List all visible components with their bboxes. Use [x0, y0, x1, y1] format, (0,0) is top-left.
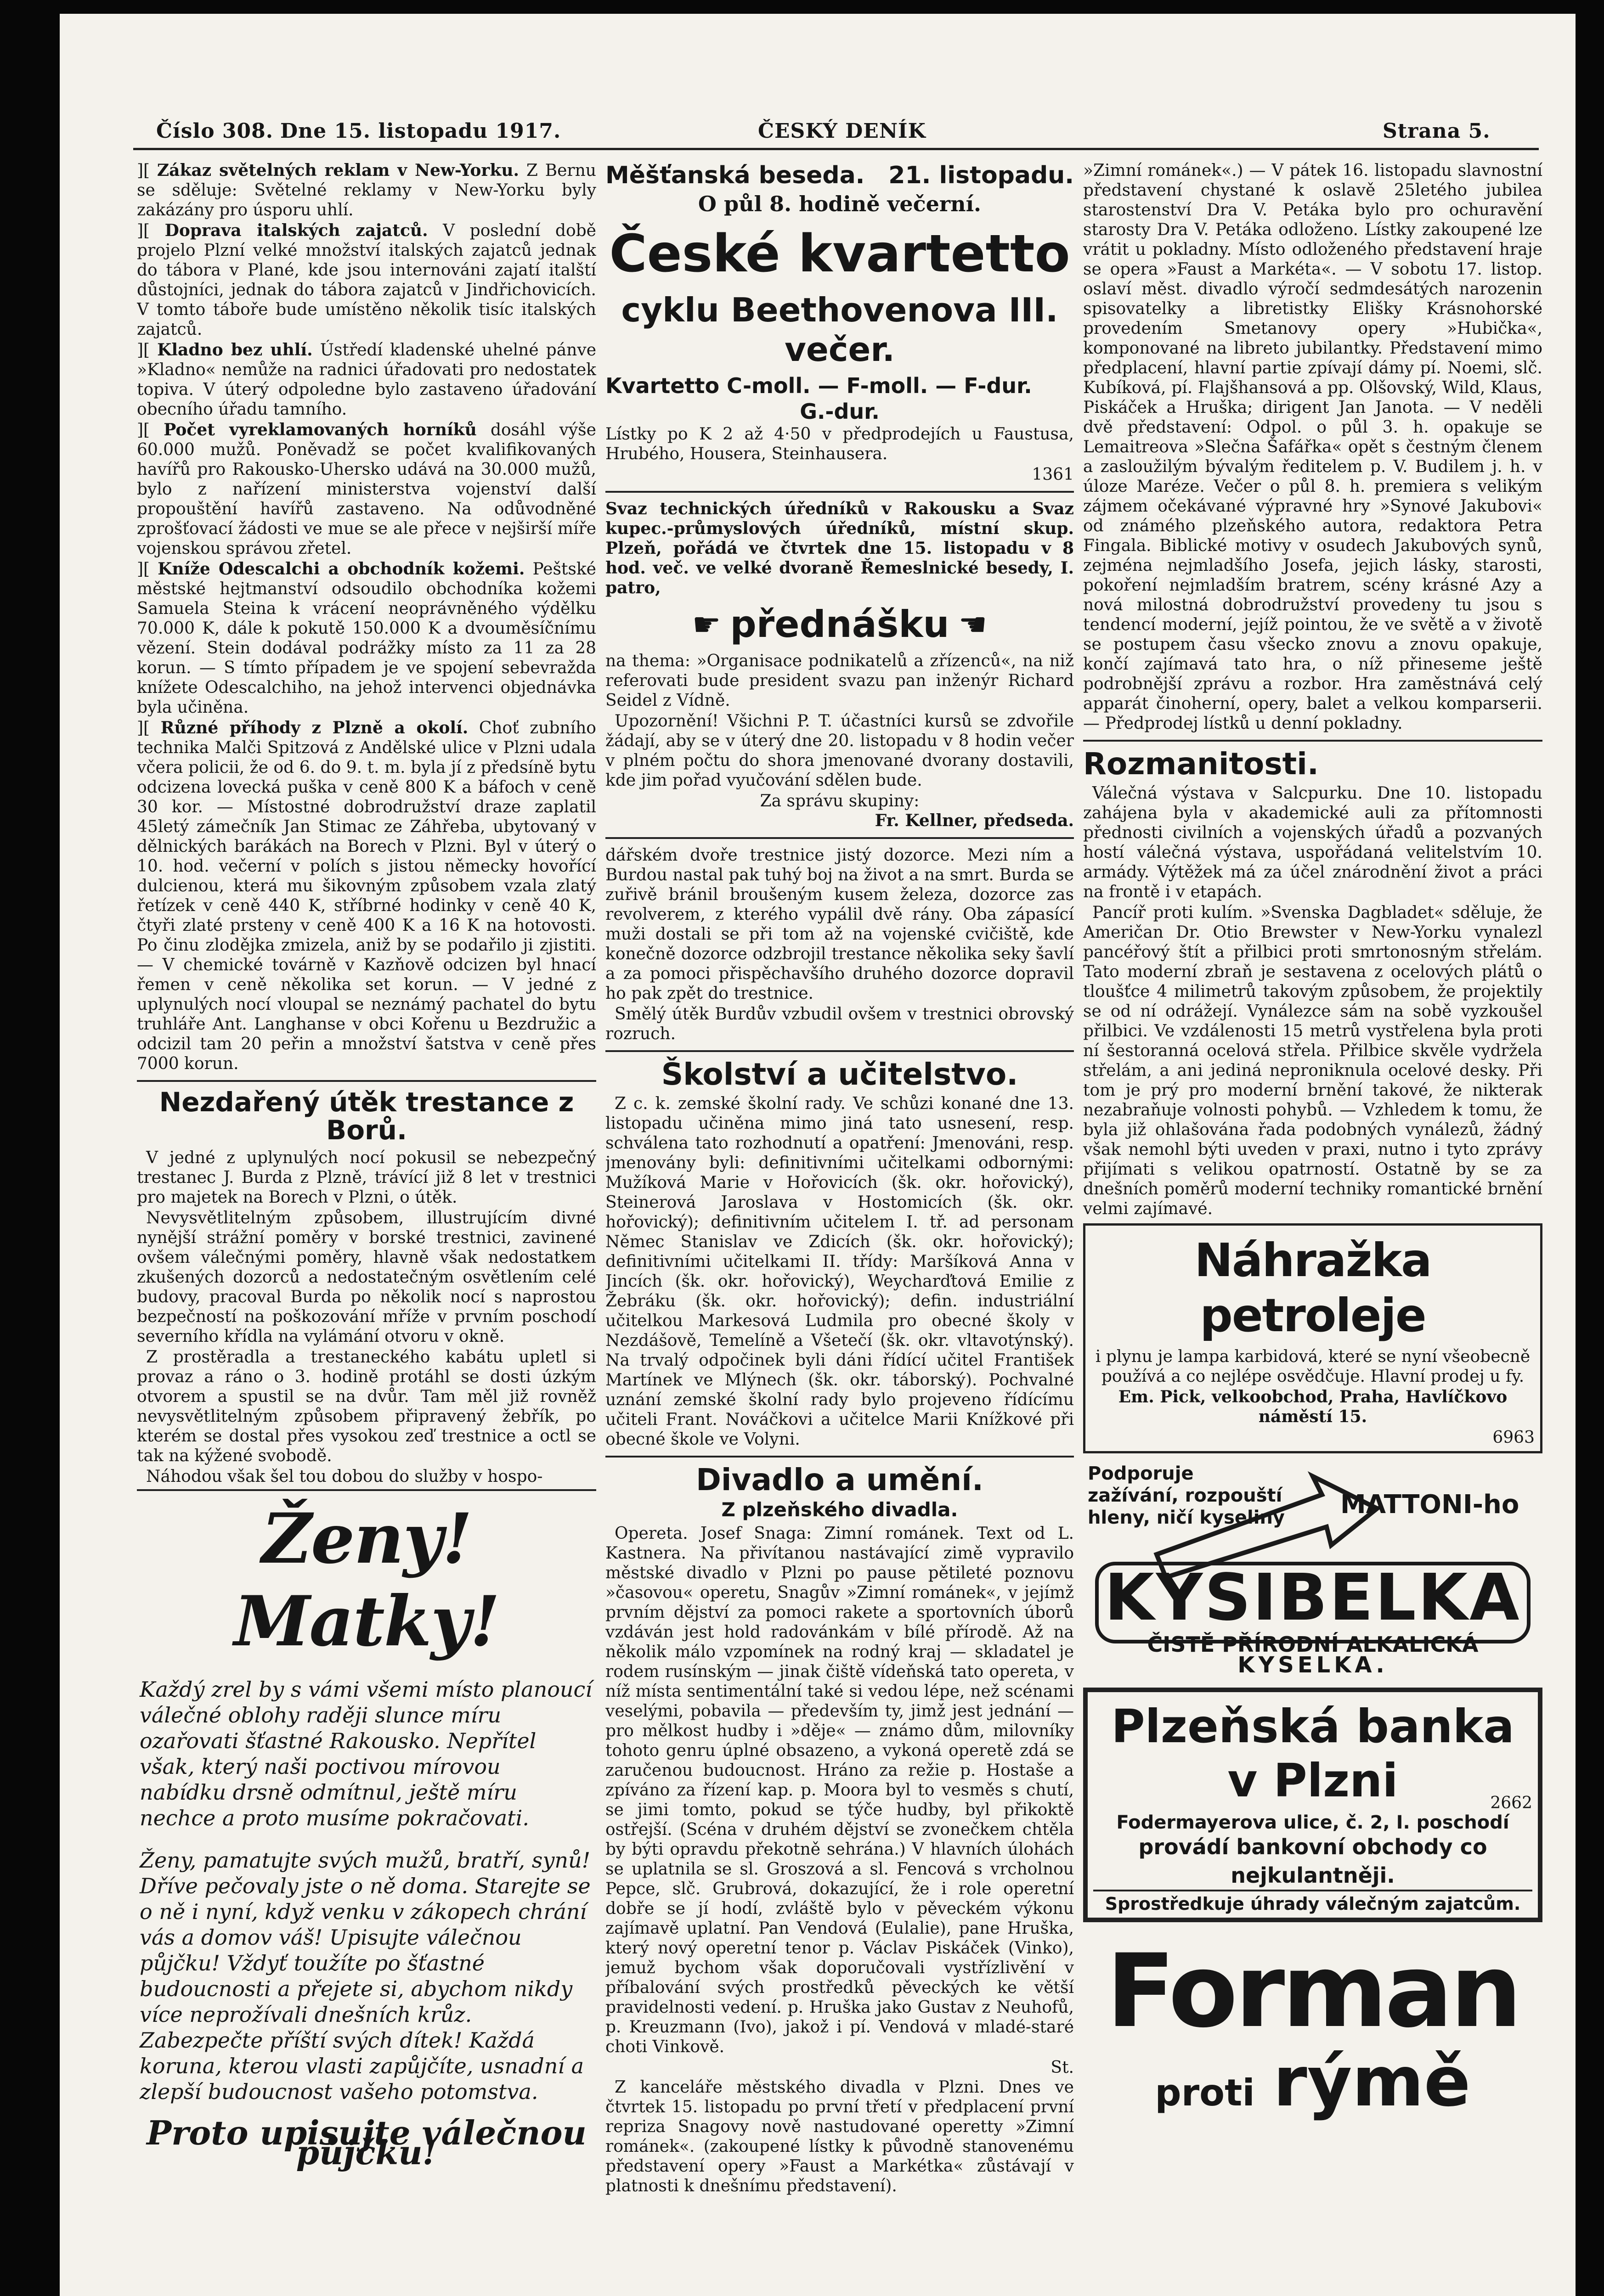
news-item: [137, 718, 596, 1074]
divider: [137, 1489, 596, 1491]
war-loan-ad-title: Ženy! Matky!: [234, 1498, 499, 1662]
item-bracket-icon: ][: [137, 719, 161, 737]
divider: [1083, 740, 1542, 742]
news-item-title: Kladno bez uhlí.: [157, 340, 313, 360]
petroleum-ad-firm: Em. Pick, velkoobchod, Praha, Havlíčkovo náměstí 15.: [1118, 1387, 1508, 1427]
concert-program: Kvartetto C-moll. — F-moll. — F-dur.: [605, 373, 1032, 398]
news-item-title: Doprava italských zajatců.: [164, 221, 428, 240]
escape-paragraph: V jedné z uplynulých nocí pokusil se nebezpečný trestanec J. Burda z Plzně, trávící již 8 let v trestnici pro majetek na Borech v Plzni, o útěk.: [137, 1148, 596, 1207]
news-item-text: V poslední době projelo Plzní velké množství italských zajatců jednak do tábora v Plané, kde jsou internováni zajatí italští důstojníci, jednak do tábora zajatců v Jindřichovicích. V tomto táboře bude umístěno několik tisíc italských zajatců.: [137, 221, 596, 339]
theatre-heading: Divadlo a umění.: [696, 1462, 983, 1498]
pointing-hand-icon: ☚: [958, 605, 988, 643]
item-bracket-icon: ][: [137, 161, 157, 180]
news-item-text: dosáhl výše 60.000 mužů. Poněvadž se počet kvalifikovaných havířů pro Rakousko-Uhersko udává na 30.000 mužů, bylo z nařízení ministerstva vojenství další propouštění havířů zastaveno. Na odůvodněné zprošťovací žádosti ve mue se ale přece v nejširší míře vojenskou správou zřetel.: [137, 421, 596, 558]
item-bracket-icon: ][: [137, 221, 165, 240]
war-loan-ad-para-1: Každý zrel by s vámi všemi místo planoucí válečné oblohy raději slunce míru ozařovati šťastné Rakousko. Nepřítel však, který naši poctivou mírovou nabídku drsně odmítnul, ještě míru nechce a proto musíme pokračovati.: [140, 1677, 593, 1830]
item-bracket-icon: ][: [137, 421, 164, 439]
theatre-subheading: Z plzeňského divadla.: [721, 1498, 958, 1521]
escape-paragraph: Z prostěradla a trestaneckého kabátu upletl si provaz a ráno o 3. hodině protáhl se dosti úzkým otvorem a spustil se na dvůr. Tam měl již rovněž nevysvětlitelným způsobem připravený žebřík, po kterém se dostal přes vysokou zeď trestnice a octl se tak na kýžené svobodě.: [137, 1347, 596, 1465]
news-item: [137, 340, 596, 419]
lecture-organizer: Svaz technických úředníků v Rakousku a Svaz kupec.-průmyslových úředníků, místní skup. Plzeň, pořádá ve čtvrtek dne 15. listopadu v 8 hod. več. ve velké dvoraně Řemeslnické besedy, I. patro,: [605, 499, 1074, 597]
miscellany-heading: Rozmanitosti.: [1083, 746, 1319, 782]
escape-headline: Nezdařený útěk trestance z Borů.: [159, 1086, 574, 1146]
item-bracket-icon: ][: [137, 341, 158, 360]
lecture-topic: na thema: »Organisace podnikatelů a zřízenců«, na niž referovati bude president svazu pan inženýr Richard Seidel z Vídně.: [605, 652, 1074, 710]
bank-ad-services: provádí bankovní obchody co nejkulantněji.: [1138, 1835, 1487, 1888]
mattoni-ad-claims: Podporuje zažívání, rozpouští hleny, ničí kyseliny: [1088, 1463, 1285, 1529]
column-2: [605, 161, 1074, 2273]
news-item-title: Různé příhody z Plzně a okolí.: [160, 718, 469, 737]
forman-ad-word-2: rýmě: [1273, 2042, 1471, 2122]
mattoni-ad-sub-2: KYSELKA.: [1237, 1652, 1388, 1678]
petroleum-ad-text: i plynu je lampa karbidová, které se nyní všeobecně používá a co nejlépe osvědčuje. Hlavní prodej u fy.: [1095, 1347, 1531, 1386]
column-1: [137, 161, 596, 2273]
news-item-text: Z Bernu se sděluje: Světelné reklamy v New-Yorku byly zakázány pro úsporu uhlí.: [137, 161, 596, 219]
newspaper-page: [60, 14, 1576, 2296]
petroleum-ad: [1083, 1223, 1542, 1453]
concert-ad: [605, 161, 1074, 484]
forman-ad: [1083, 1932, 1542, 2122]
header-rule: [133, 148, 1539, 150]
mattoni-ad-brand: MATTONI-ho: [1340, 1490, 1519, 1520]
bank-ad: [1083, 1688, 1542, 1922]
news-items: [137, 161, 596, 1074]
mattoni-ad-product: KYSIBELKA: [1104, 1560, 1521, 1636]
school-article: Z c. k. zemské školní rady. Ve schůzi konané dne 13. listopadu učiněna mimo jiná tato usnesení, resp. schválena tato rozhodnutí a opatření: Jmenováni, resp. jmenovány byli: definitivními učitelkami odbornými: Mužíková Marie v Hořovicích (šk. okr. hořovický), Steinerová Jaroslava v Hostomicích (šk. okr. hořovický); definitivním učitelem I. tř. ad personam Němec Stanislav ve Zdicích (šk. okr. hořovický); definitivními učitelkami II. třídy: Maršíková Anna v Jincích (šk. okr. hořovický), Weycharďtová Emilie z Žebráku (šk. okr. hořovický); defin. industriální učitelkou Markesová Ludmila pro obecné školy v Nezdášově, Temelíně a Všetečí (šk. okr. vltavotýnský). Na trvalý odpočinek byli dáni řídící učitel František Martínek ve Mlýnech (šk. okr. táborský). Pochvalné uznání zemské školní rady bylo projeveno řídícímu učiteli Frant. Nováčkovi a učitelce Marii Knížkové při obecné škole ve Volyni.: [605, 1094, 1074, 1449]
divider: [605, 491, 1074, 493]
forman-ad-word: proti: [1155, 2071, 1255, 2115]
war-loan-ad-footer: Proto upisujte válečnou půjčku!: [147, 2113, 587, 2172]
bank-ad-address: Fodermayerova ulice, č. 2, I. poschodí: [1116, 1812, 1509, 1834]
mattoni-ad: [1083, 1463, 1542, 1678]
petroleum-ad-title: Náhražka petroleje: [1194, 1233, 1431, 1343]
lecture-heading: přednášku: [730, 603, 949, 646]
news-item-text: Choť zubního technika Malči Spitzová z Andělské ulice v Plzni udala včera policii, že od 6. do 9. t. m. byla jí z předsíně bytu odcizena lovecká puška v ceně 800 K a báfoch v ceně 30 kor. — Místostné dobrodružství draze zaplatil 45letý zámečník Jan Stimac ze Záhřeba, ubytovaný v dělnických barákách na Borech v Plzni. Byl v úterý o 10. hod. večerní v polích s jistou německy hovořící dulcienou, která mu šikovným způsobem vzala zlatý řetízek v ceně 440 K, stříbrné hodinky v ceně 40 K, čtyři zlaté prsteny v ceně 400 K a 16 K na hotovosti. Po činu zlodějka zmizela, aniž by se podařilo ji zjistiti. — V chemické továrně v Kazňově odcizen byl hnací řemen v ceně několika set korun. — V jedné z uplynulých nocí vloupal se neznámý pachatel do bytu truhláře Ant. Langhanse v obci Kořenu u Bezdružic a odcizil tam 20 peřin a množství šatstva v ceně přes 7000 korun.: [137, 719, 596, 1073]
issue-number: Číslo 308.: [156, 119, 274, 143]
concert-tickets: Lístky po K 2 až 4·50 v předprodejích u Faustusa, Hrubého, Housera, Steinhausera.: [605, 425, 1074, 463]
miscellany-item-2: Pancíř proti kulím. »Svenska Dagbladet« sděluje, že Američan Dr. Otio Brewster v New-Yorku vynalezl pancéřový štít a přilbici proti smrtonosným střelám. Tato moderní zbraň je sestavena z ocelových plátů o tloušťce 4 milimetrů takovým způsobem, že projektily se od ní odrážejí. Vynálezce sám na sobě vyzkoušel přilbici. Ve vzdálenosti 15 metrů vystřelena byla proti ní šestoranná ocelová střela. Přilbice skvěle vydržela střelám, a ani jediná neproniknula ocelové desky. Při tom je prý pro moderní brnění takové, že nikterak nezabraňuje volnosti pohybů. — Vzhledem k tomu, že byla již ohlašována řada podobných vynálezů, žádný však nemohl býti uveden v praxi, nutno i tyto zprávy přijímati s velikou opatrností. Ostatně by se za dnešních poměrů moderní techniky romantické brnění velmi zajímavé.: [1083, 903, 1542, 1219]
theatre-review: Opereta. Josef Snaga: Zimní románek. Text od L. Kastnera. Na přivítanou nastávající zimě vypravilo městské divadlo v Plzni po pause pětileté poznovu »časovou« operetu, Snagův »Zimní románek«, v jejímž prvním dějství za pomoci rakete a sportovních úborů vzdáván jest hold radovánkám v bílé přírodě. Až na několik málo vzpomínek na rodný kraj — skladatel je rodem rusínským — jinak čiště vídeňská tato opereta, v níž místa sentimentální také si vedou lépe, než scénami veselými, pobavila — především ty, jimž jest jednání — pro mělkost hudby i »děje« — známo dům, milovníky tohoto genru úplné obsazeno, a vykoná operetě zdá se zaručenou budoucnost. Hráno za režie p. Hostaše a zpíváno za řízení kap. p. Moora byl to vesměs s chutí, se jimi tomto, pokud se týče hudby, byl přikoktě ostřejší. (Scéna v druhém dějství se zvonečkem chtěla by býti opravdu překotně sehrána.) V hlavních úlohách se uplatnila se sl. Groszová a sl. Fencová s vrcholnou Pepce, slč. Grubrová, dokazující, že i role operetní dobře se jí hodí, zvláště bylo v pěveckém výkonu zajímavě uplatní. Pan Vendová (Eulalie), pane Hruška, který nový operetní tenor p. Václav Piskáček (Vinko), jemuž bychom však doporučovali vystřízlivění v příbalování svých prostředků pěveckých ke větší pravidelnosti vedení. p. Hruška jako Gustav z Neuhofů, p. Kreuzmann (Ivo), jakož i pí. Vendová v mladé-staré choti Vinkově.: [605, 1524, 1074, 2056]
news-item-title: Zákaz světelných reklam v New-Yorku.: [157, 161, 520, 180]
divider: [605, 837, 1074, 839]
masthead-title: ČESKÝ DENÍK: [758, 119, 926, 143]
lecture-signoff: Za správu skupiny:: [760, 792, 920, 810]
escape-continued-2: Smělý útěk Burdův vzbudil ovšem v trestnici obrovský rozruch.: [605, 1005, 1074, 1043]
escape-paragraph: Náhodou však šel tou dobou do služby v hospo-: [146, 1467, 543, 1486]
news-item: [137, 221, 596, 339]
escape-article: [137, 1148, 596, 1486]
news-item-title: Počet vyreklamovaných horníků: [164, 420, 477, 439]
news-item-title: Kníže Odescalchi a obchodník kožemi.: [158, 559, 525, 579]
bank-ad-title: Plzeňská banka v Plzni: [1111, 1699, 1514, 1808]
column-3: [1083, 161, 1542, 2273]
news-item: [137, 559, 596, 717]
concert-time: O půl 8. hodině večerní.: [698, 191, 982, 216]
miscellany-item-1: Válečná výstava v Salcpurku. Dne 10. listopadu zahájena byla v akademické auli za přítomnosti přednosti civilních a vojenských úřadů a pozvaných hostí válečná výstava, uspořádaná velitelstvím 10. armády. Výtěžek má za účel znárodnění život a práci na frontě i v etapách.: [1083, 784, 1542, 902]
news-item-text: Peštské městské hejtmanství odsoudilo obchodníka kožemi Samuela Steina k vrácení neoprávněného výdělku 70.000 K, dále k pokutě 150.000 K a dvouměsíčnímu vězení. Stein dodával podrážky místo za 11 za 28 korun. — S tímto případem je ve spojení sebevražda knížete Odescalchiho, na jehož intervenci objednávka byla učiněna.: [137, 560, 596, 717]
bank-ad-number: 2662: [1490, 1794, 1532, 1813]
issue-date: Dne 15. listopadu 1917.: [280, 119, 561, 143]
news-item-text: Ústředí kladenské uhelné pánve »Kladno« nemůže na radnici úřadovati pro nedostatek topiva. V úterý odpoledne bylo zastaveno úřadování obecního úřadu tamního.: [137, 341, 596, 419]
divider: [137, 1080, 596, 1082]
war-loan-ad-para-2: Ženy, pamatujte svých mužů, bratří, synů! Dříve pečovaly jste o ně doma. Starejte se o ně i nyní, když venku v zákopech chrání vás a domov váš! Upisujte válečnou půjčku! Vždyť toužíte po šťastné budoucnosti a přejete si, abychom nikdy více neprožívali dnešních krůz. Zabezpečte příští svých dítek! Každá koruna, kterou vlasti zapůjčíte, usnadní a zlepší budoucnost vašeho potomstva.: [140, 1847, 591, 2104]
school-heading: Školství a učitelstvo.: [661, 1057, 1018, 1092]
mattoni-ad-sub: ČISTĚ PŘÍRODNÍ ALKALICKÁ: [1147, 1632, 1479, 1657]
lecture-notice: [605, 499, 1074, 831]
news-item: [137, 161, 596, 220]
petroleum-ad-number: 6963: [1492, 1428, 1535, 1447]
concert-date: 21. listopadu.: [888, 162, 1074, 189]
escape-continued: dářském dvoře trestnice jistý dozorce. Mezi ním a Burdou nastal pak tuhý boj na život a na smrt. Burda se zuřivě bránil broušeným kusem železa, dozorce zas revolverem, z kterého vypálil dvě rány. Oba zápasící muži dostali se při tom až na vojenské cvičiště, kde konečně dozorce odzbrojil trestance několika seky šavlí a za pomoci přispěchavšího druhého dozorce dopravil ho pak zpět do trestnice.: [605, 846, 1074, 1003]
concert-title: České kvartetto: [609, 224, 1070, 284]
war-loan-ad: [137, 1497, 596, 2172]
concert-cycle: cyklu Beethovenova III. večer.: [621, 291, 1058, 369]
concert-ad-number: 1361: [1032, 465, 1074, 484]
bank-ad-services-2: Sprostředkuje úhrady válečným zajatcům.: [1093, 1890, 1532, 1914]
divider: [605, 1050, 1074, 1052]
divider: [605, 1456, 1074, 1458]
page-number: Strana 5.: [1383, 119, 1491, 143]
lecture-signer: Fr. Kellner, předseda.: [875, 811, 1074, 830]
item-bracket-icon: ][: [137, 560, 158, 579]
concert-venue: Měšťanská beseda.: [605, 162, 865, 189]
theatre-office-notice: Z kanceláře městského divadla v Plzni. Dnes ve čtvrtek 15. listopadu po první třetí v předplacení první repriza Snagovy nově nastudované operetty »Zimní románek«. (zakoupené lístky k původně stanovenému představení opery »Faust a Markétka« zůstávají v platnosti k dnešnímu představení).: [605, 2077, 1074, 2195]
escape-paragraph: Nevysvětlitelným způsobem, illustrujícím divné nynější strážní poměry v borské trestnici, zavinené ovšem válečnými poměry, hlavně však nedostatkem zkušených dozorců a nedostatečným osvětlením celé budovy, pracoval Burda po několik nocí s naprostou bezpečností na poškozování mříže v prvním poschodí severního křídla na vylámání otvoru v okně.: [137, 1208, 596, 1346]
theatre-signature: St.: [1051, 2058, 1074, 2077]
concert-program-2: G.-dur.: [800, 399, 880, 424]
news-item: [137, 420, 596, 558]
forman-ad-brand: Forman: [1106, 1932, 1519, 2050]
lecture-attention: Upozornění! Všichni P. T. účastníci kursů se zdvořile žádají, aby se v úterý dne 20. listopadu v 8 hodin večer v plném počtu do shora jmenované dvorany dostavili, kde jim pořad vyučování sdělen bude.: [605, 712, 1074, 790]
pointing-hand-icon: ☛: [692, 605, 721, 643]
theatre-continued: »Zimní románek«.) — V pátek 16. listopadu slavnostní představení chystané k oslavě 25letého jubilea starostenství Dra V. Petáka bylo pro ochuravění starosty Dra V. Petáka odloženo. Lístky zakoupené lze vrátit u pokladny. Místo odloženého představení hraje se opera »Faust a Markéta«. — V sobotu 17. listop. oslaví měst. divadlo výročí sedmdesátých narozenin spisovatelky a libretistky Elišky Krásnohorské provedením Smetanovy opery »Hubička«, komponované na libreto jubilantky. Představení mimo předplacení, hlavní partie zpívají dámy pí. Noemi, slč. Kubíková, pí. Flajšhansová a pp. Olšovský, Wild, Klaus, Piskáček a Hruška; dirigent Jan Janota. — V neděli dvě představení: Odpol. o půl 3. h. opakuje se Lemaitreova »Slečna Šafářka« opět s čestným členem a zasloužilým bývalým ředitelem p. V. Budilem j. h. v úloze Maréze. Večer o půl 8. h. premiera s velikým zájmem očekávané výpravné hry »Synové Jakubovi« od známého plzeňského autora, redaktora Petra Fingala. Biblické motivy v osudech Jakubových synů, zejména nejmladšího Josefa, jejich lásky, starosti, pokoření nejmladším bratrem, scény krásné Azy a nová milostná dobrodružství provedeny tu jsou s tendencí moderní, jejíž pointou, že ve světě a v životě se postupem času všecko znovu a znovu opakuje, končí zajímavá tato hra, o níž přineseme ještě podrobnější zprávu a rozbor. Hra zaměstnává celý apparát činoherní, opery, balet a velkou komparserii. — Předprodej lístků u denní pokladny.: [1083, 161, 1542, 733]
